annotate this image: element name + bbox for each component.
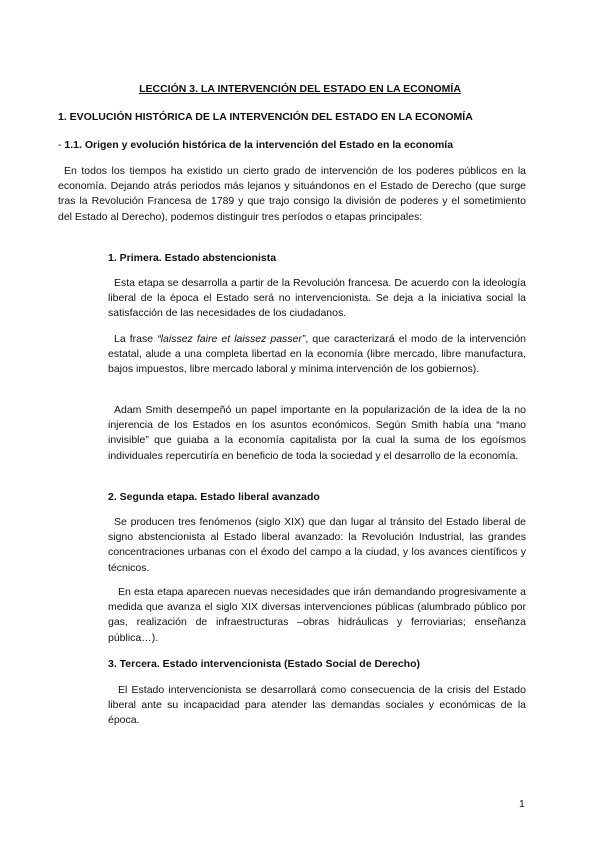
laissez-faire-quote: “laissez faire et laissez passer” [157,333,306,345]
subsection-heading-line [58,138,453,152]
period2-paragraph-1 [108,515,526,576]
intro-paragraph-text: En todos los tiempos ha existido un cierto grado de intervención de los poderes públicos en la economía. Dejando atrás periodos más lejanos y situándonos en el Estado de Derecho (que surge tras la Revolución Francesa de 1789 y que trajo consigo la división de poderes y el sometimiento del Estado al Derecho), podemos distinguir tres períodos o etapas principales: [58,165,526,223]
subsection-dash: - [58,139,62,151]
period1-paragraph-2 [108,332,526,378]
period1-paragraph-1-text: Esta etapa se desarrolla a partir de la Revolución francesa. De acuerdo con la ideología liberal de la época el Estado será no intervencionista. Se deja a la iniciativa social la satisfacción de las necesidades de los ciudadanos. [108,277,526,320]
period3-heading: 3. Tercera. Estado intervencionista (Estado Social de Derecho) [108,658,420,670]
period3-paragraph-1-text: El Estado intervencionista se desarrollará como consecuencia de la crisis del Estado liberal ante su incapacidad para atender las demandas sociales y económicas de la época. [108,684,526,727]
section-heading: 1. EVOLUCIÓN HISTÓRICA DE LA INTERVENCIÓN DEL ESTADO EN LA ECONOMÍA [58,111,473,123]
period1-paragraph-2-before: La frase [114,333,158,345]
period2-paragraph-1-text: Se producen tres fenómenos (siglo XIX) que dan lugar al tránsito del Estado liberal de signo abstencionista al Estado liberal avanzado: la Revolución Industrial, las grandes concentraciones urbanas con el éxodo del campo a la ciudad, y los avances científicos y técnicos. [108,516,526,574]
period1-paragraph-1 [108,276,526,322]
page-title: LECCIÓN 3. LA INTERVENCIÓN DEL ESTADO EN LA ECONOMÍA [139,83,461,95]
period1-paragraph-2-after: , que caracterizará el modo de la intervención estatal, alude a una completa libertad en la economía (libre mercado, libre manufactura, bajos impuestos, libre mercado laboral y mínima intervención de los gobiernos). [108,333,527,376]
page-number: 1 [519,798,525,810]
subsection-heading: 1.1. Origen y evolución histórica de la intervención del Estado en la economía [64,139,454,151]
period1-paragraph-3-text: Adam Smith desempeñó un papel importante en la popularización de la idea de la no injerencia de los Estados en los asuntos económicos. Según Smith había una “mano invisible” que guiaba a la economía capitalista por la cual la suma de los egoísmos individuales repercutiría en beneficio de toda la sociedad y el desarrollo de la economía. [108,404,526,462]
period3-paragraph-1 [108,683,526,729]
period2-paragraph-2-text: En esta etapa aparecen nuevas necesidades que irán demandando progresivamente a medida que avanza el siglo XIX diversas intervenciones públicas (alumbrado público por gas, realización de infraestructuras –obras hidráulicas y ferroviarias; enseñanza pública…). [108,586,526,644]
period2-heading: 2. Segunda etapa. Estado liberal avanzado [108,491,320,503]
period1-heading: 1. Primera. Estado abstencionista [108,252,277,264]
period1-paragraph-3 [108,403,526,464]
period2-paragraph-2 [108,585,526,646]
intro-paragraph [58,164,526,225]
